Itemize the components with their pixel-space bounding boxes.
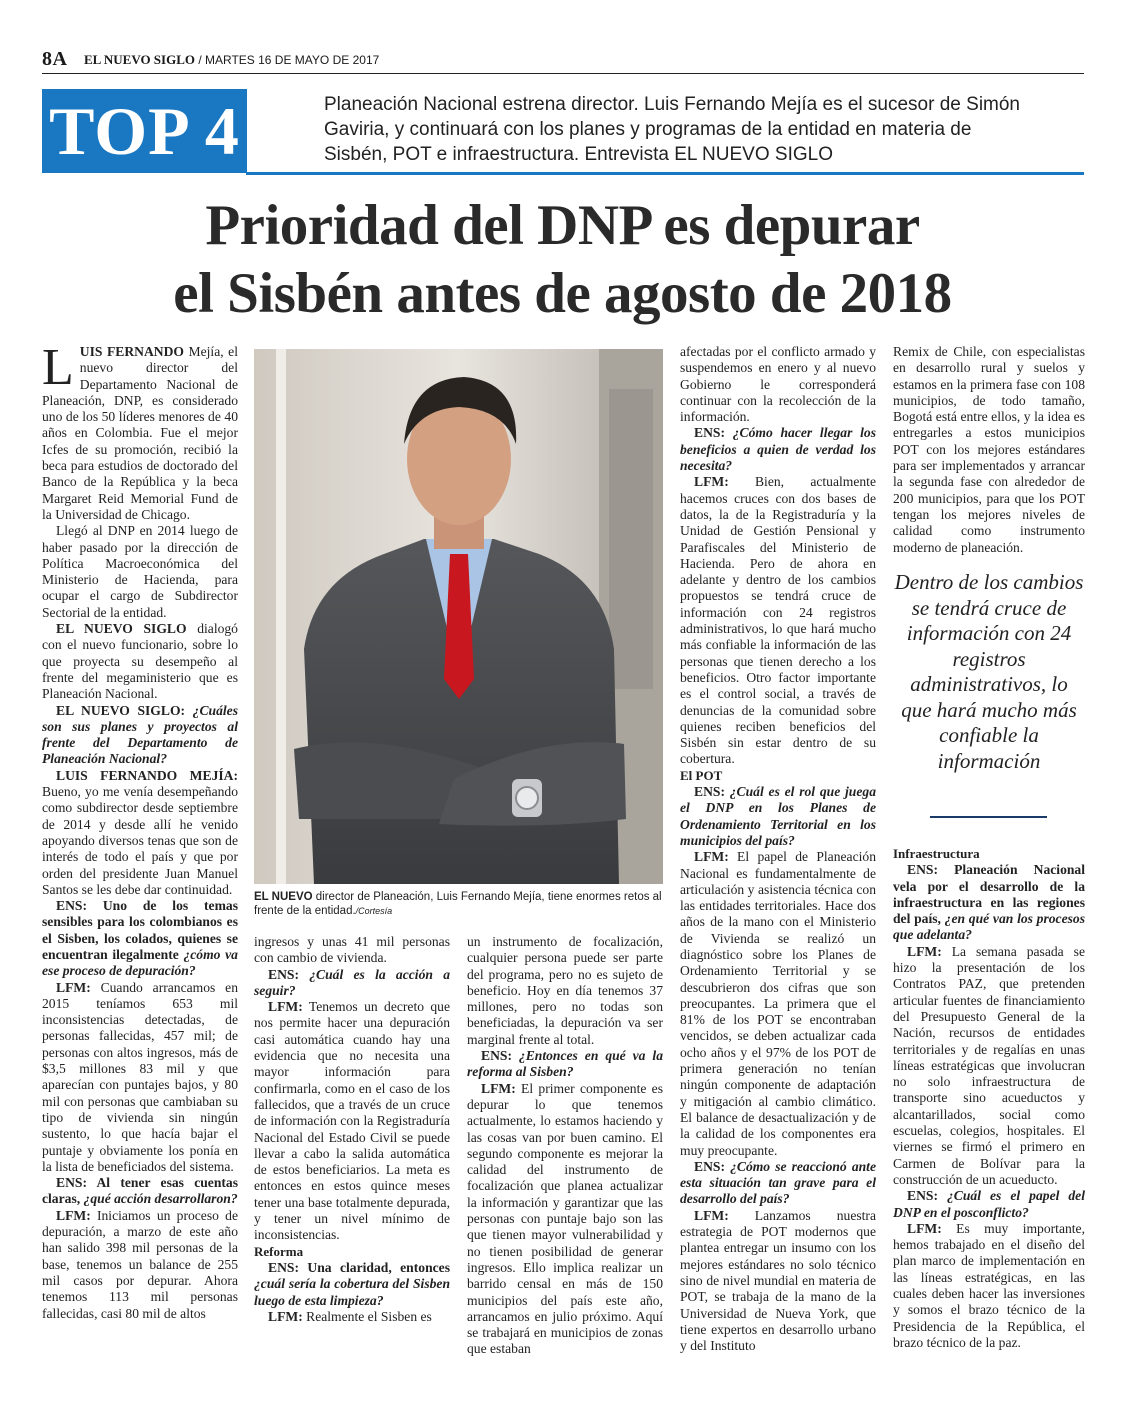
caption-text: director de Planeación, Luis Fernando Mejía, tiene enormes retos al frente de la entidad. — [254, 891, 662, 917]
answer-lead: LFM: — [268, 1308, 303, 1324]
answer — [680, 849, 876, 1159]
question — [254, 967, 450, 1000]
paper-name-inline: EL NUEVO SIGLO — [56, 621, 187, 637]
answer-lead: LFM: — [268, 999, 303, 1015]
answer-text: Bueno, yo me venía desempeñando como subdirector desde septiembre de 2014 y desde allí he venido apoyando diversos tenas que son de interés de todo el país y que por orden del presidente Juan Manuel Santos se les debe dar continuidad. — [42, 784, 238, 897]
section-label-box — [42, 89, 247, 173]
answer — [893, 1221, 1085, 1351]
answer-lead: LFM: — [907, 1220, 942, 1236]
question-lead: ENS: Planeación Nacional vela por el desarrollo de la infraestructura en las regiones del país, — [893, 862, 1085, 927]
answer-lead: LFM: — [694, 849, 729, 865]
caption-lead: EL NUEVO — [254, 891, 313, 903]
question — [680, 1159, 876, 1208]
subheading: Reforma — [254, 1243, 304, 1259]
question-lead: ENS: — [694, 784, 725, 800]
answer — [467, 1081, 663, 1358]
answer-lead: LFM: — [694, 474, 729, 490]
question-text: ¿Cómo hacer llegar los beneficios a quien de verdad los necesita? — [680, 425, 876, 474]
answer — [42, 768, 238, 898]
question — [42, 703, 238, 768]
drop-cap: L — [42, 339, 74, 396]
header-rule — [42, 73, 1084, 74]
question-lead: ENS: Uno de los temas sensibles para los colombianos es el Sisben, los colados, quienes se encuentran ilegalmente — [42, 898, 238, 962]
section-rule — [246, 172, 1084, 175]
question-text: ¿Cuáles son sus planes y proyectos al frente del Departamento de Planeación Nacional? — [42, 702, 238, 767]
answer-text: Lanzamos nuestra estrategia de POT modernos que plantea entregar un insumo con los mejores estándares no solo técnico sino de nivel mundial en materia de POT, se trabaja de la mano de la Universidad de Nueva York, que tiene expertos en desarrollo urbano y del Instituto — [680, 1207, 876, 1354]
portrait-illustration — [254, 349, 663, 884]
question-lead: ENS: — [268, 966, 299, 982]
question — [893, 1188, 1085, 1221]
question — [254, 1260, 450, 1309]
question — [680, 425, 876, 474]
pull-quote: Dentro de los cambios se tendrá cruce de información con 24 registros administrativos, lo que hará mucho más confiable la información — [894, 570, 1084, 773]
answer-lead: LFM: — [694, 1207, 729, 1223]
page-number: 8A — [42, 48, 68, 70]
paragraph-text: dialogó con el nuevo funcionario, sobre lo que proyecta su desempeño al frente del megaministerio que es Planeación Nacional. — [42, 621, 238, 702]
question-text: ¿Cuál es el rol que juega el DNP en los Planes de Ordenamiento Territorial en los municipios del país? — [680, 784, 876, 848]
paragraph: afectadas por el conflicto armado y suspendemos en enero y al nuevo Gobierno le corresponderá continuar con la recolección de la información. — [680, 344, 876, 425]
question-lead: ENS: Una claridad, entonces — [268, 1259, 450, 1275]
headline-line-1: Prioridad del DNP es depurar — [205, 194, 920, 257]
answer-text: Es muy importante, hemos trabajado en el diseño del plan marco de implementación en las líneas estratégicas, en las cuales deben hacer las inversiones y somos el brazo técnico de la Presidencia de la República, el brazo técnico de la paz. — [893, 1220, 1085, 1350]
issue-date: / MARTES 16 DE MAYO DE 2017 — [195, 53, 380, 67]
answer-lead: LFM: — [481, 1080, 516, 1096]
paragraph: Remix de Chile, con especialistas en desarrollo rural y suelos y estamos en la primera fase con 108 municipios, de todo tamaño, Bogotá está entre ellos, y la idea es entregarles a estos municipios POT con los mejores estándares para ser implementados y arrancar la segunda fase con alrededor de 200 municipios, para que los POT tengan los mejores niveles de calidad como instrumento moderno de planeación. — [893, 344, 1085, 555]
answer-text: El papel de Planeación Nacional es fundamentalmente de articulación y asistencia técnica con las entidades territoriales. Hace dos años de la mano con el Ministerio de Vivienda se realizó un diagnóstico sobre los Planes de Ordenamiento Territorial y se descubrieron dos cifras que son preocupantes. La primera que el 81% de los POT se encontraban vencidos, se deben actualizar cada ocho años y el 97% de los POT de primera generación no tenían ningún componente de adaptación y mitigación al cambio climático. El balance de desactualización y de la calidad de los componentes era muy preocupante. — [680, 849, 876, 1158]
answer — [680, 474, 876, 767]
paragraph — [42, 621, 238, 702]
question-lead: ENS: — [694, 425, 725, 441]
article-headline — [60, 192, 1065, 328]
question-text: ¿cuál sería la cobertura del Sisben luego de esta limpieza? — [254, 1276, 450, 1308]
question-lead: ENS: — [694, 1158, 725, 1174]
answer-lead: LFM: — [56, 1207, 91, 1223]
masthead-line — [84, 52, 379, 68]
answer-text: Realmente el Sisben es — [302, 1308, 432, 1324]
answer — [42, 980, 238, 1176]
subheading: Infraestructura — [893, 846, 980, 861]
column-2 — [254, 934, 450, 1325]
subheading: El POT — [680, 767, 723, 783]
column-1 — [42, 339, 238, 1322]
lead-paragraph — [42, 339, 238, 523]
newspaper-name: EL NUEVO SIGLO — [84, 52, 195, 67]
photo-credit: /Cortesía — [355, 906, 393, 916]
paragraph: Llegó al DNP en 2014 luego de haber pasado por la dirección de Política Macroeconómica del Ministerio de Hacienda, para ocupar el cargo de Subdirector Sectorial de la entidad. — [42, 523, 238, 620]
paragraph: ingresos y unas 41 mil personas con cambio de vivienda. — [254, 934, 450, 966]
answer-text: Cuando arrancamos en 2015 teníamos 653 mil inconsistencias detectadas, de personas fallecidas, 457 mil; de personas con altos ingresos, más de $3,5 millones 83 mil y que aparecían con puntajes bajos, y 80 mil con personas que cambiaban su tipo de vivienda sin ningún sustento, lo que hacía bajar el puntaje y obviamente los ponía en la lista de beneficiados del sistema. — [42, 979, 238, 1174]
question — [42, 1175, 238, 1208]
question-lead: ENS: Al tener esas cuentas claras, — [42, 1175, 238, 1207]
question-text: ¿Entonces en qué va la reforma al Sisben? — [467, 1048, 663, 1080]
headline-line-2: el Sisbén antes de agosto de 2018 — [173, 262, 952, 325]
question-lead: ENS: — [907, 1188, 938, 1204]
lead-text: Mejía, el nuevo director del Departamento Nacional de Planeación, DNP, es considerado uno de los 50 líderes menores de 40 años en Colombia. Fue el mejor Icfes de su promoción, recibió la beca para estudios de doctorado del Banco de la República y la beca Margaret Reid Memorial Fund de la Universidad de Chicago. — [42, 344, 238, 522]
question-text: ¿Cómo se reaccionó ante esta situación tan grave para el desarrollo del país? — [680, 1158, 876, 1207]
question-text: ¿Cuál es la acción a seguir? — [254, 966, 450, 998]
section-label: TOP 4 — [49, 92, 240, 169]
article-deck: Planeación Nacional estrena director. Luis Fernando Mejía es el sucesor de Simón Gaviria, y continuará con los planes y programas de la entidad en materia de Sisbén, POT e infraestructura. Entrevista EL NUEVO SIGLO — [324, 94, 1020, 165]
question-lead: ENS: — [481, 1048, 512, 1064]
question-lead: EL NUEVO SIGLO: — [56, 702, 186, 718]
question — [893, 862, 1085, 943]
question — [680, 784, 876, 849]
column-5 — [893, 344, 1085, 556]
paragraph: un instrumento de focalización, cualquier persona puede ser parte del programa, pero no es sujeto de beneficio. Hoy en día tenemos 37 millones, pero no todas son beneficiadas, la depuración va ser marginal frente al total. — [467, 934, 663, 1047]
answer-lead: LUIS FERNANDO MEJÍA: — [56, 767, 238, 783]
pull-quote-rule — [930, 816, 1047, 818]
column-4 — [680, 344, 876, 1354]
lead-name: UIS FERNANDO — [79, 344, 184, 359]
answer-text: Tenemos un decreto que nos permite hacer una depuración casi automática cuando hay una evidencia que no necesita una mayor información para confirmarla, como en el caso de los fallecidos, que a través de un cruce de información con la Registraduría Nacional del Estado Civil se puede llevar a cabo la salida automática de estos beneficiarios. La meta es entonces en estos quince meses tener una base totalmente depurada, y tener un nivel mínimo de inconsistencias. — [254, 999, 450, 1243]
question — [467, 1048, 663, 1081]
answer — [680, 1208, 876, 1355]
answer-text: Iniciamos un proceso de depuración, a marzo de este año han salido 398 mil personas de la base, tenemos un balance de 255 mil casos por depurar. Ahora tenemos 113 mil personas fallecidas, casi 80 mil de altos — [42, 1207, 238, 1321]
column-3 — [467, 934, 663, 1358]
answer — [254, 1309, 450, 1325]
question-text: ¿Cuál es el papel del DNP en el posconflicto? — [893, 1188, 1085, 1220]
question-text: ¿qué acción desarrollaron? — [80, 1191, 238, 1207]
photo-caption — [254, 890, 663, 918]
answer — [254, 999, 450, 1243]
answer-text: El primer componente es depurar lo que tenemos actualmente, lo estamos haciendo y las cosas van por buen camino. El segundo componente es mejorar la calidad del instrumento de focalización que planea actualizar la información y garantizar que las personas con puntaje bajo son las que tienen mayor vulnerabilidad y no tienen posibilidad de generar ingresos. Ello implica realizar un barrido censal en más de 150 municipios del país este año, arrancamos en julio próximo. Aquí se trabajará en municipios de zonas que estaban — [467, 1080, 663, 1357]
question — [42, 898, 238, 979]
answer — [893, 944, 1085, 1188]
answer-text: Bien, actualmente hacemos cruces con dos bases de datos, la de la Registraduría y la Unidad de Gestión Pensional y Parafiscales del Ministerio de Hacienda. Pero de ahora en adelante y dentro de los cambios propuestos se tendrá cruce de información con 24 registros administrativos, lo que hará mucho más confiable la información de las personas que tienen derecho a los beneficios. Otro factor importante es el control social, a través de denuncias de la comunidad sobre quienes reciben beneficios del Sisbén sin estar dentro de su cobertura. — [680, 474, 876, 767]
portrait-photo — [254, 349, 663, 884]
answer-lead: LFM: — [907, 943, 942, 959]
answer-text: La semana pasada se hizo la presentación de los Contratos PAZ, que pretenden articular fuentes de financiamiento del Presupuesto General de la Nación, recursos de entidades territoriales y de regalías en unas líneas estratégicas que involucran no solo infraestructura de transporte sino acueductos y alcantarillados, social como escuelas, colegios, hospitales. El viernes se firmó el primero en Carmen de Bolívar para la construcción de un acueducto. — [893, 943, 1085, 1187]
question-text: ¿en qué van los procesos que adelanta? — [893, 911, 1085, 943]
answer-lead: LFM: — [56, 979, 91, 995]
answer — [42, 1208, 238, 1322]
question-text: ¿cómo va ese proceso de depuración? — [42, 946, 238, 979]
column-5-lower — [893, 846, 1085, 1351]
